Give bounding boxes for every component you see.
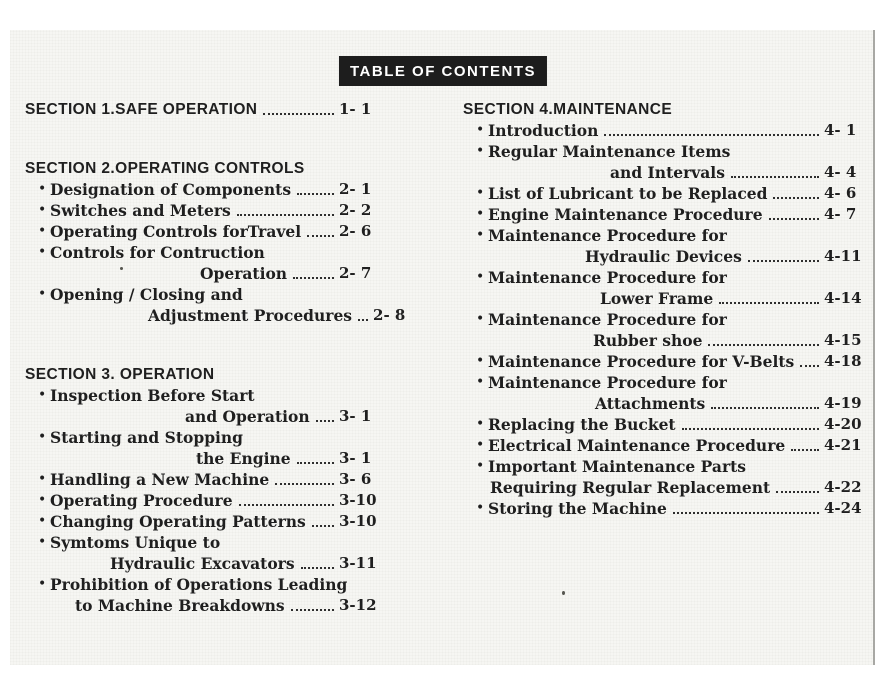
toc-entry-label: Replacing the Bucket [488,415,676,434]
dot-leader [358,319,368,321]
toc-entry [463,120,864,141]
page-number: 4-18 [824,352,862,370]
toc-entry-continuation [463,288,864,309]
toc-entry-label: Opening / Closing and [50,285,243,304]
toc-entry-continuation [25,448,379,469]
toc-entry-label: Designation of Components [50,180,292,199]
bullet-icon: • [38,202,47,218]
toc-entry-continuation [463,477,864,498]
page-title: TABLE OF CONTENTS [339,56,547,86]
toc-column-right [463,99,864,557]
dot-leader [297,193,334,195]
section-heading-row [463,99,864,120]
toc-entry [25,242,379,263]
section-heading-row [25,364,379,385]
page-number: 2- 8 [373,306,406,324]
toc-entry-continuation [25,553,379,574]
bullet-icon: • [476,185,485,201]
page-number: 2- 2 [339,201,372,219]
page-number: 3- 1 [339,449,372,467]
dot-leader [307,235,334,237]
toc-section [25,364,379,616]
toc-entry-label: Rubber shoe [593,331,703,350]
page-number: 1- 1 [339,100,372,118]
bullet-icon: • [38,492,47,508]
section-heading: SECTION 4.MAINTENANCE [463,101,673,118]
toc-section [25,158,406,326]
page-number: 3-12 [339,596,377,614]
bullet-icon: • [476,374,485,390]
section-heading: SECTION 2.OPERATING CONTROLS [25,160,305,177]
toc-entry [25,179,379,200]
toc-entry-continuation [463,162,864,183]
dot-leader [776,491,819,493]
section-heading-row [25,158,379,179]
page-number: 4-14 [824,289,862,307]
page-number: 3-10 [339,512,377,530]
page-number: 4-22 [824,478,862,496]
dot-leader [297,462,334,464]
bullet-icon: • [476,458,485,474]
bullet-icon: • [476,353,485,369]
indent-spacer [463,288,600,289]
toc-entry-label: Important Maintenance Parts [488,457,747,476]
toc-entry [463,141,864,162]
section-heading: SECTION 1.SAFE OPERATION [25,101,258,118]
toc-entry-label: Electrical Maintenance Procedure [488,436,786,455]
page-number: 4- 7 [824,205,857,223]
dot-leader [275,483,334,485]
dot-leader [293,277,334,279]
bullet-icon: • [476,437,485,453]
toc-entry-label: and Intervals [610,163,725,182]
bullet-icon: • [476,206,485,222]
page-number: 4-19 [824,394,862,412]
page-number: 3- 6 [339,470,372,488]
bullet-icon: • [38,471,47,487]
toc-entry-continuation [25,595,379,616]
page-number: 4- 1 [824,121,857,139]
toc-entry-label: Maintenance Procedure for [488,373,727,392]
toc-entry-label: Hydraulic Excavators [110,554,295,573]
toc-entry-label: Operating Controls forTravel [50,222,302,241]
toc-entry-label: Switches and Meters [50,201,231,220]
dot-leader [316,420,334,422]
toc-entry-label: Maintenance Procedure for V-Belts [488,352,795,371]
toc-entry [463,225,864,246]
page-number: 3-11 [339,554,377,572]
toc-entry [25,200,379,221]
dot-leader [673,512,819,514]
bullet-icon: • [476,500,485,516]
toc-entry-label: Operating Procedure [50,491,233,510]
page-number: 4-20 [824,415,862,433]
toc-column-left [25,99,406,654]
indent-spacer [463,246,585,247]
toc-entry-label: Engine Maintenance Procedure [488,205,763,224]
indent-spacer [463,330,593,331]
page-number: 4-15 [824,331,862,349]
dot-leader [301,567,334,569]
indent-spacer [463,393,595,394]
bullet-icon: • [38,534,47,550]
dot-leader [237,214,334,216]
toc-entry-label: Regular Maintenance Items [488,142,731,161]
toc-entry [463,435,864,456]
toc-entry [463,183,864,204]
toc-entry-label: Handling a New Machine [50,470,270,489]
indent-spacer [463,477,490,478]
page-number: 4-11 [824,247,862,265]
dot-leader [312,525,334,527]
indent-spacer [25,406,185,407]
bullet-icon: • [476,143,485,159]
toc-entry [463,372,864,393]
toc-entry-label: Attachments [595,394,706,413]
toc-entry [25,427,379,448]
dot-leader [291,609,334,611]
bullet-icon: • [38,181,47,197]
dot-leader [791,449,819,451]
dot-leader [708,344,819,346]
indent-spacer [25,553,110,554]
toc-entry-label: Hydraulic Devices [585,247,742,266]
toc-entry-continuation [463,246,864,267]
toc-entry-label: Operation [200,264,288,283]
toc-entry-label: Maintenance Procedure for [488,226,727,245]
bullet-icon: • [38,429,47,445]
toc-entry [463,309,864,330]
indent-spacer [25,595,75,596]
toc-entry [463,351,864,372]
section-heading: SECTION 3. OPERATION [25,366,215,383]
dot-leader [239,504,334,506]
toc-entry [25,221,379,242]
page-number: 3- 1 [339,407,372,425]
bullet-icon: • [38,223,47,239]
page-number: 4-24 [824,499,862,517]
toc-entry-continuation [25,263,379,284]
toc-entry-label: the Engine [196,449,291,468]
toc-entry [25,532,379,553]
bullet-icon: • [38,576,47,592]
section-heading-row [25,99,379,120]
page-number: 3-10 [339,491,377,509]
toc-entry [25,574,379,595]
bullet-icon: • [476,122,485,138]
toc-entry-label: Inspection Before Start [50,386,255,405]
toc-entry-label: Prohibition of Operations Leading [50,575,348,594]
scan-speck [120,267,123,270]
toc-entry [25,469,379,490]
toc-entry-label: Adjustment Procedures [148,306,353,325]
toc-entry-label: Controls for Contruction [50,243,265,262]
toc-entry-label: Requiring Regular Replacement [490,478,771,497]
bullet-icon: • [476,227,485,243]
page-number: 2- 1 [339,180,372,198]
toc-entry-continuation [25,406,379,427]
dot-leader [800,365,819,367]
bullet-icon: • [38,244,47,260]
toc-entry-label: to Machine Breakdowns [75,596,285,615]
document-page [10,30,875,665]
toc-entry-label: and Operation [185,407,310,426]
toc-entry-label: Introduction [488,121,599,140]
toc-entry [463,267,864,288]
dot-leader [773,197,819,199]
toc-entry [463,204,864,225]
page-number: 2- 7 [339,264,372,282]
page-number: 4- 6 [824,184,857,202]
indent-spacer [25,448,196,449]
bullet-icon: • [38,286,47,302]
bullet-icon: • [38,513,47,529]
toc-entry [25,490,379,511]
toc-entry [25,511,379,532]
toc-entry-continuation [463,393,864,414]
bullet-icon: • [38,387,47,403]
dot-leader [769,218,819,220]
page-number: 2- 6 [339,222,372,240]
indent-spacer [25,305,148,306]
scan-speck [562,591,565,595]
toc-section [25,99,379,120]
page-number: 4-21 [824,436,862,454]
dot-leader [711,407,819,409]
toc-entry-label: Storing the Machine [488,499,667,518]
dot-leader [263,113,334,115]
toc-entry-label: Maintenance Procedure for [488,268,727,287]
toc-entry-label: Starting and Stopping [50,428,244,447]
toc-entry-label: List of Lubricant to be Replaced [488,184,768,203]
dot-leader [719,302,819,304]
page-number: 4- 4 [824,163,857,181]
bullet-icon: • [476,311,485,327]
dot-leader [682,428,819,430]
toc-entry-label: Maintenance Procedure for [488,310,727,329]
toc-entry [25,385,379,406]
toc-section [463,99,864,519]
toc-entry [463,456,864,477]
indent-spacer [463,162,610,163]
dot-leader [604,134,819,136]
toc-entry-label: Lower Frame [600,289,714,308]
toc-entry-continuation [25,305,406,326]
toc-entry [463,414,864,435]
toc-entry-continuation [463,330,864,351]
toc-entry [25,284,379,305]
indent-spacer [25,263,200,264]
dot-leader [748,260,819,262]
bullet-icon: • [476,416,485,432]
toc-entry-label: Symtoms Unique to [50,533,221,552]
bullet-icon: • [476,269,485,285]
dot-leader [731,176,819,178]
toc-entry-label: Changing Operating Patterns [50,512,306,531]
toc-entry [463,498,864,519]
